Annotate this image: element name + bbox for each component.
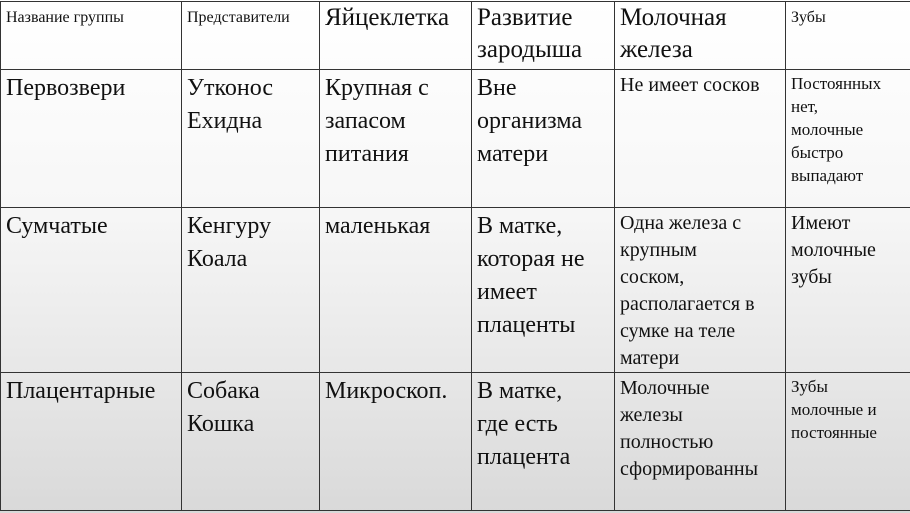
cell-embryo-development	[472, 208, 615, 373]
representative: Собака	[187, 378, 260, 404]
header-mammary-gland	[615, 2, 786, 70]
cell-text: Имеют	[791, 212, 851, 234]
group-name: Сумчатые	[6, 213, 108, 239]
header-egg	[320, 2, 472, 70]
cell-mammary-gland	[615, 373, 786, 511]
cell-representatives	[182, 373, 320, 511]
group-name: Первозвери	[6, 75, 126, 101]
cell-text: располагается в	[620, 293, 755, 315]
header-label: Зубы	[791, 9, 826, 26]
cell-text: Вне	[477, 75, 517, 101]
cell-text: постоянные	[791, 423, 877, 442]
cell-text: молочные и	[791, 400, 877, 419]
table-header-row	[1, 2, 910, 70]
cell-text: организма	[477, 108, 582, 134]
table-row	[1, 208, 910, 373]
header-label: железа	[620, 36, 693, 63]
cell-egg	[320, 208, 472, 373]
cell-representatives	[182, 70, 320, 208]
cell-text: питания	[325, 141, 409, 167]
cell-text: Микроскоп.	[325, 378, 448, 404]
table-row	[1, 373, 910, 511]
cell-representatives	[182, 208, 320, 373]
cell-text: запасом	[325, 108, 406, 134]
cell-text: которая не	[477, 246, 585, 272]
cell-text: Постоянных	[791, 74, 882, 93]
cell-text: Одна железа с	[620, 212, 742, 234]
representative: Кошка	[187, 411, 255, 437]
cell-text: плацента	[477, 444, 571, 470]
cell-text: сформированны	[620, 458, 759, 480]
cell-group	[1, 208, 182, 373]
cell-text: имеет	[477, 279, 537, 305]
cell-text: Молочные	[620, 377, 710, 399]
mammal-groups-table	[0, 1, 910, 511]
representative: Кенгуру	[187, 213, 272, 239]
cell-text: матери	[477, 141, 549, 167]
representative: Ехидна	[187, 108, 263, 134]
cell-mammary-gland	[615, 208, 786, 373]
cell-text: В матке,	[477, 213, 563, 239]
representative: Коала	[187, 246, 248, 272]
cell-text: молочные	[791, 120, 864, 139]
cell-text: выпадают	[791, 166, 864, 185]
header-label: Название группы	[6, 9, 124, 26]
header-label: Яйцеклетка	[325, 4, 450, 31]
cell-text: плаценты	[477, 312, 576, 338]
cell-egg	[320, 70, 472, 208]
cell-text: молочные	[791, 239, 876, 261]
cell-text: где есть	[477, 411, 558, 437]
cell-teeth	[786, 373, 910, 511]
cell-embryo-development	[472, 70, 615, 208]
cell-text: соском,	[620, 266, 685, 288]
table-row	[1, 70, 910, 208]
cell-group	[1, 70, 182, 208]
header-label: Молочная	[620, 4, 727, 31]
representative: Утконос	[187, 75, 274, 101]
header-label: зародыша	[477, 36, 583, 63]
cell-text: Зубы	[791, 377, 828, 396]
cell-text: быстро	[791, 143, 844, 162]
group-name: Плацентарные	[6, 378, 156, 404]
header-representatives	[182, 2, 320, 70]
cell-group	[1, 373, 182, 511]
cell-text: Крупная с	[325, 75, 429, 101]
cell-text: маленькая	[325, 213, 431, 239]
cell-mammary-gland	[615, 70, 786, 208]
cell-text: железы	[620, 404, 683, 426]
cell-text: полностью	[620, 431, 714, 453]
header-embryo-development	[472, 2, 615, 70]
cell-text: сумке на теле	[620, 320, 736, 342]
header-group-name	[1, 2, 182, 70]
cell-text: зубы	[791, 266, 832, 288]
cell-text: матери	[620, 347, 680, 369]
cell-teeth	[786, 70, 910, 208]
cell-egg	[320, 373, 472, 511]
cell-text: Не имеет сосков	[620, 74, 760, 96]
cell-text: крупным	[620, 239, 697, 261]
header-teeth	[786, 2, 910, 70]
cell-embryo-development	[472, 373, 615, 511]
cell-teeth	[786, 208, 910, 373]
header-label: Представители	[187, 9, 290, 26]
cell-text: нет,	[791, 97, 819, 116]
header-label: Развитие	[477, 4, 573, 31]
cell-text: В матке,	[477, 378, 563, 404]
